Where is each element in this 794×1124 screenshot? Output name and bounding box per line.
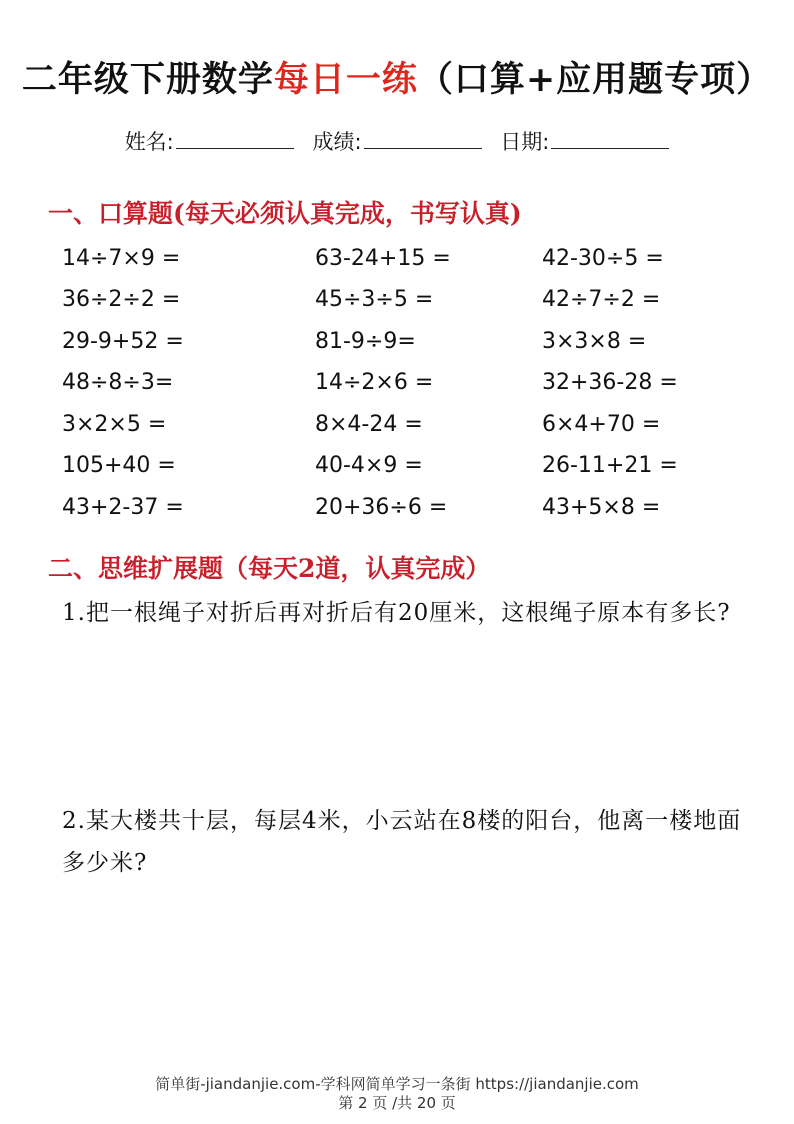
date-field [500,130,669,154]
calc-item: 42-30÷5 = [542,246,664,271]
calc-row [0,370,794,400]
calc-row [0,246,794,276]
title-part1: 二年级下册数学 [21,59,274,100]
score-label: 成绩: [312,130,362,154]
calc-item: 81-9÷9= [315,329,416,354]
name-blank [176,130,294,149]
word-problem-2: 2.某大楼共十层，每层4米，小云站在8楼的阳台，他离一楼地面多少米? [62,808,742,876]
calc-item: 20+36÷6 = [315,495,448,520]
calc-row [0,287,794,317]
calc-item: 45÷3÷5 = [315,287,434,312]
calc-item: 26-11+21 = [542,453,678,478]
calc-row [0,329,794,359]
calc-item: 105+40 = [62,453,176,478]
score-field [312,130,481,154]
calc-row [0,412,794,442]
student-info [0,126,794,156]
calc-row [0,495,794,525]
section-heading-calculation: 一、口算题(每天必须认真完成，书写认真) [48,199,522,228]
footer-page-number: 第 2 页 /共 20 页 [338,1094,456,1112]
score-blank [364,130,482,149]
section-heading-thinking: 二、思维扩展题（每天2道，认真完成） [48,554,491,583]
calc-item: 14÷2×6 = [315,370,434,395]
title-part2: （口算+应用题专项） [417,59,773,100]
calc-item: 43+5×8 = [542,495,661,520]
name-label: 姓名: [124,130,174,154]
calc-item: 6×4+70 = [542,412,661,437]
date-label: 日期: [500,130,550,154]
calc-item: 42÷7÷2 = [542,287,661,312]
calc-item: 63-24+15 = [315,246,451,271]
page-title [0,52,794,102]
calc-item: 8×4-24 = [315,412,423,437]
calc-item: 14÷7×9 = [62,246,181,271]
date-blank [551,130,669,149]
calc-item: 3×2×5 = [62,412,167,437]
title-highlight: 每日一练 [273,59,418,100]
name-field [125,130,294,154]
calc-item: 3×3×8 = [542,329,647,354]
calc-item: 40-4×9 = [315,453,423,478]
word-problem-1: 1.把一根绳子对折后再对折后有20厘米，这根绳子原本有多长? [62,600,731,626]
calc-item: 29-9+52 = [62,329,184,354]
calc-row [0,453,794,483]
calc-item: 36÷2÷2 = [62,287,181,312]
calc-item: 43+2-37 = [62,495,184,520]
footer-source: 简单街-jiandanjie.com-学科网简单学习一条街 https://jiandanjie.com [155,1075,639,1093]
calc-item: 32+36-28 = [542,370,678,395]
calc-item: 48÷8÷3= [62,370,174,395]
